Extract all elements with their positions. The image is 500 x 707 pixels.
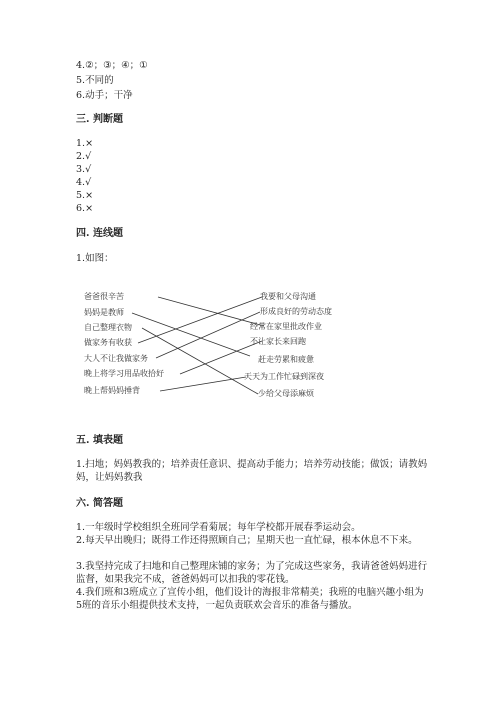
short-answer-item: 4.我们班和3班成立了宣传小组，他们设计的海报非常精美；我班的电脑兴趣小组为5班的音乐小组提供技术支持，一起负责联欢会音乐的准备与播放。 — [76, 587, 424, 611]
judgment-item: 6.× — [76, 203, 94, 214]
match-line — [132, 313, 250, 356]
right-item: 经常在家里批改作业 — [250, 322, 322, 331]
left-item: 晚上帮妈妈捶背 — [84, 386, 140, 395]
matching-intro: 1.如图： — [76, 253, 114, 264]
left-item: 妈妈是教师 — [84, 308, 124, 317]
answer-line: 6.动手；干净 — [76, 90, 133, 101]
left-item: 自己整理衣物 — [84, 323, 132, 332]
right-item: 赶走劳累和疲惫 — [258, 355, 314, 364]
section-heading-judgment: 三. 判断题 — [76, 114, 123, 125]
right-item: 我要和父母沟通 — [260, 292, 316, 301]
left-item: 做家务有收获 — [84, 338, 132, 347]
match-line — [160, 377, 246, 391]
match-line — [158, 297, 264, 326]
fill-table-answer: 1.扫地；妈妈教我的；培养责任意识、提高动手能力；培养劳动技能；做饭；请教妈妈，让妈妈教我 — [76, 459, 428, 483]
match-line — [156, 312, 260, 358]
short-answer-item: 3.我坚持完成了扫地和自己整理床铺的家务；为了完成这些家务，我请爸爸妈妈进行监督，如果我完不成，爸爸妈妈可以扣我的零花钱。 — [76, 561, 428, 585]
judgment-item: 2.√ — [76, 151, 92, 162]
judgment-item: 4.√ — [76, 177, 92, 188]
left-item: 晚上将学习用品收拾好 — [84, 369, 164, 378]
right-item: 不让家长来回跑 — [250, 337, 306, 346]
section-heading-fill-table: 五. 填表题 — [76, 435, 123, 446]
left-item: 爸爸很辛苦 — [84, 292, 124, 301]
section-heading-short-answer: 六. 简答题 — [76, 498, 123, 509]
judgment-item: 3.√ — [76, 164, 92, 175]
section-heading-matching: 四. 连线题 — [76, 228, 123, 239]
left-item: 大人不让我做家务 — [84, 354, 148, 363]
judgment-item: 5.× — [76, 190, 94, 201]
answer-line: 5.不同的 — [76, 75, 114, 86]
answer-line: 4.②；③；④；① — [76, 60, 148, 71]
right-item: 形成良好的劳动态度 — [260, 307, 332, 316]
judgment-item: 1.× — [76, 138, 94, 149]
right-item: 少给父母添麻烦 — [258, 389, 314, 398]
right-item: 天天为工作忙碌到深夜 — [244, 372, 324, 381]
short-answer-item: 1.一年级时学校组织全班同学看菊展；每年学校都开展春季运动会。 — [76, 522, 361, 533]
short-answer-item: 2.每天早出晚归；既得工作还得照顾自己；星期天也一直忙碌，根本休息不下来。 — [76, 535, 418, 546]
